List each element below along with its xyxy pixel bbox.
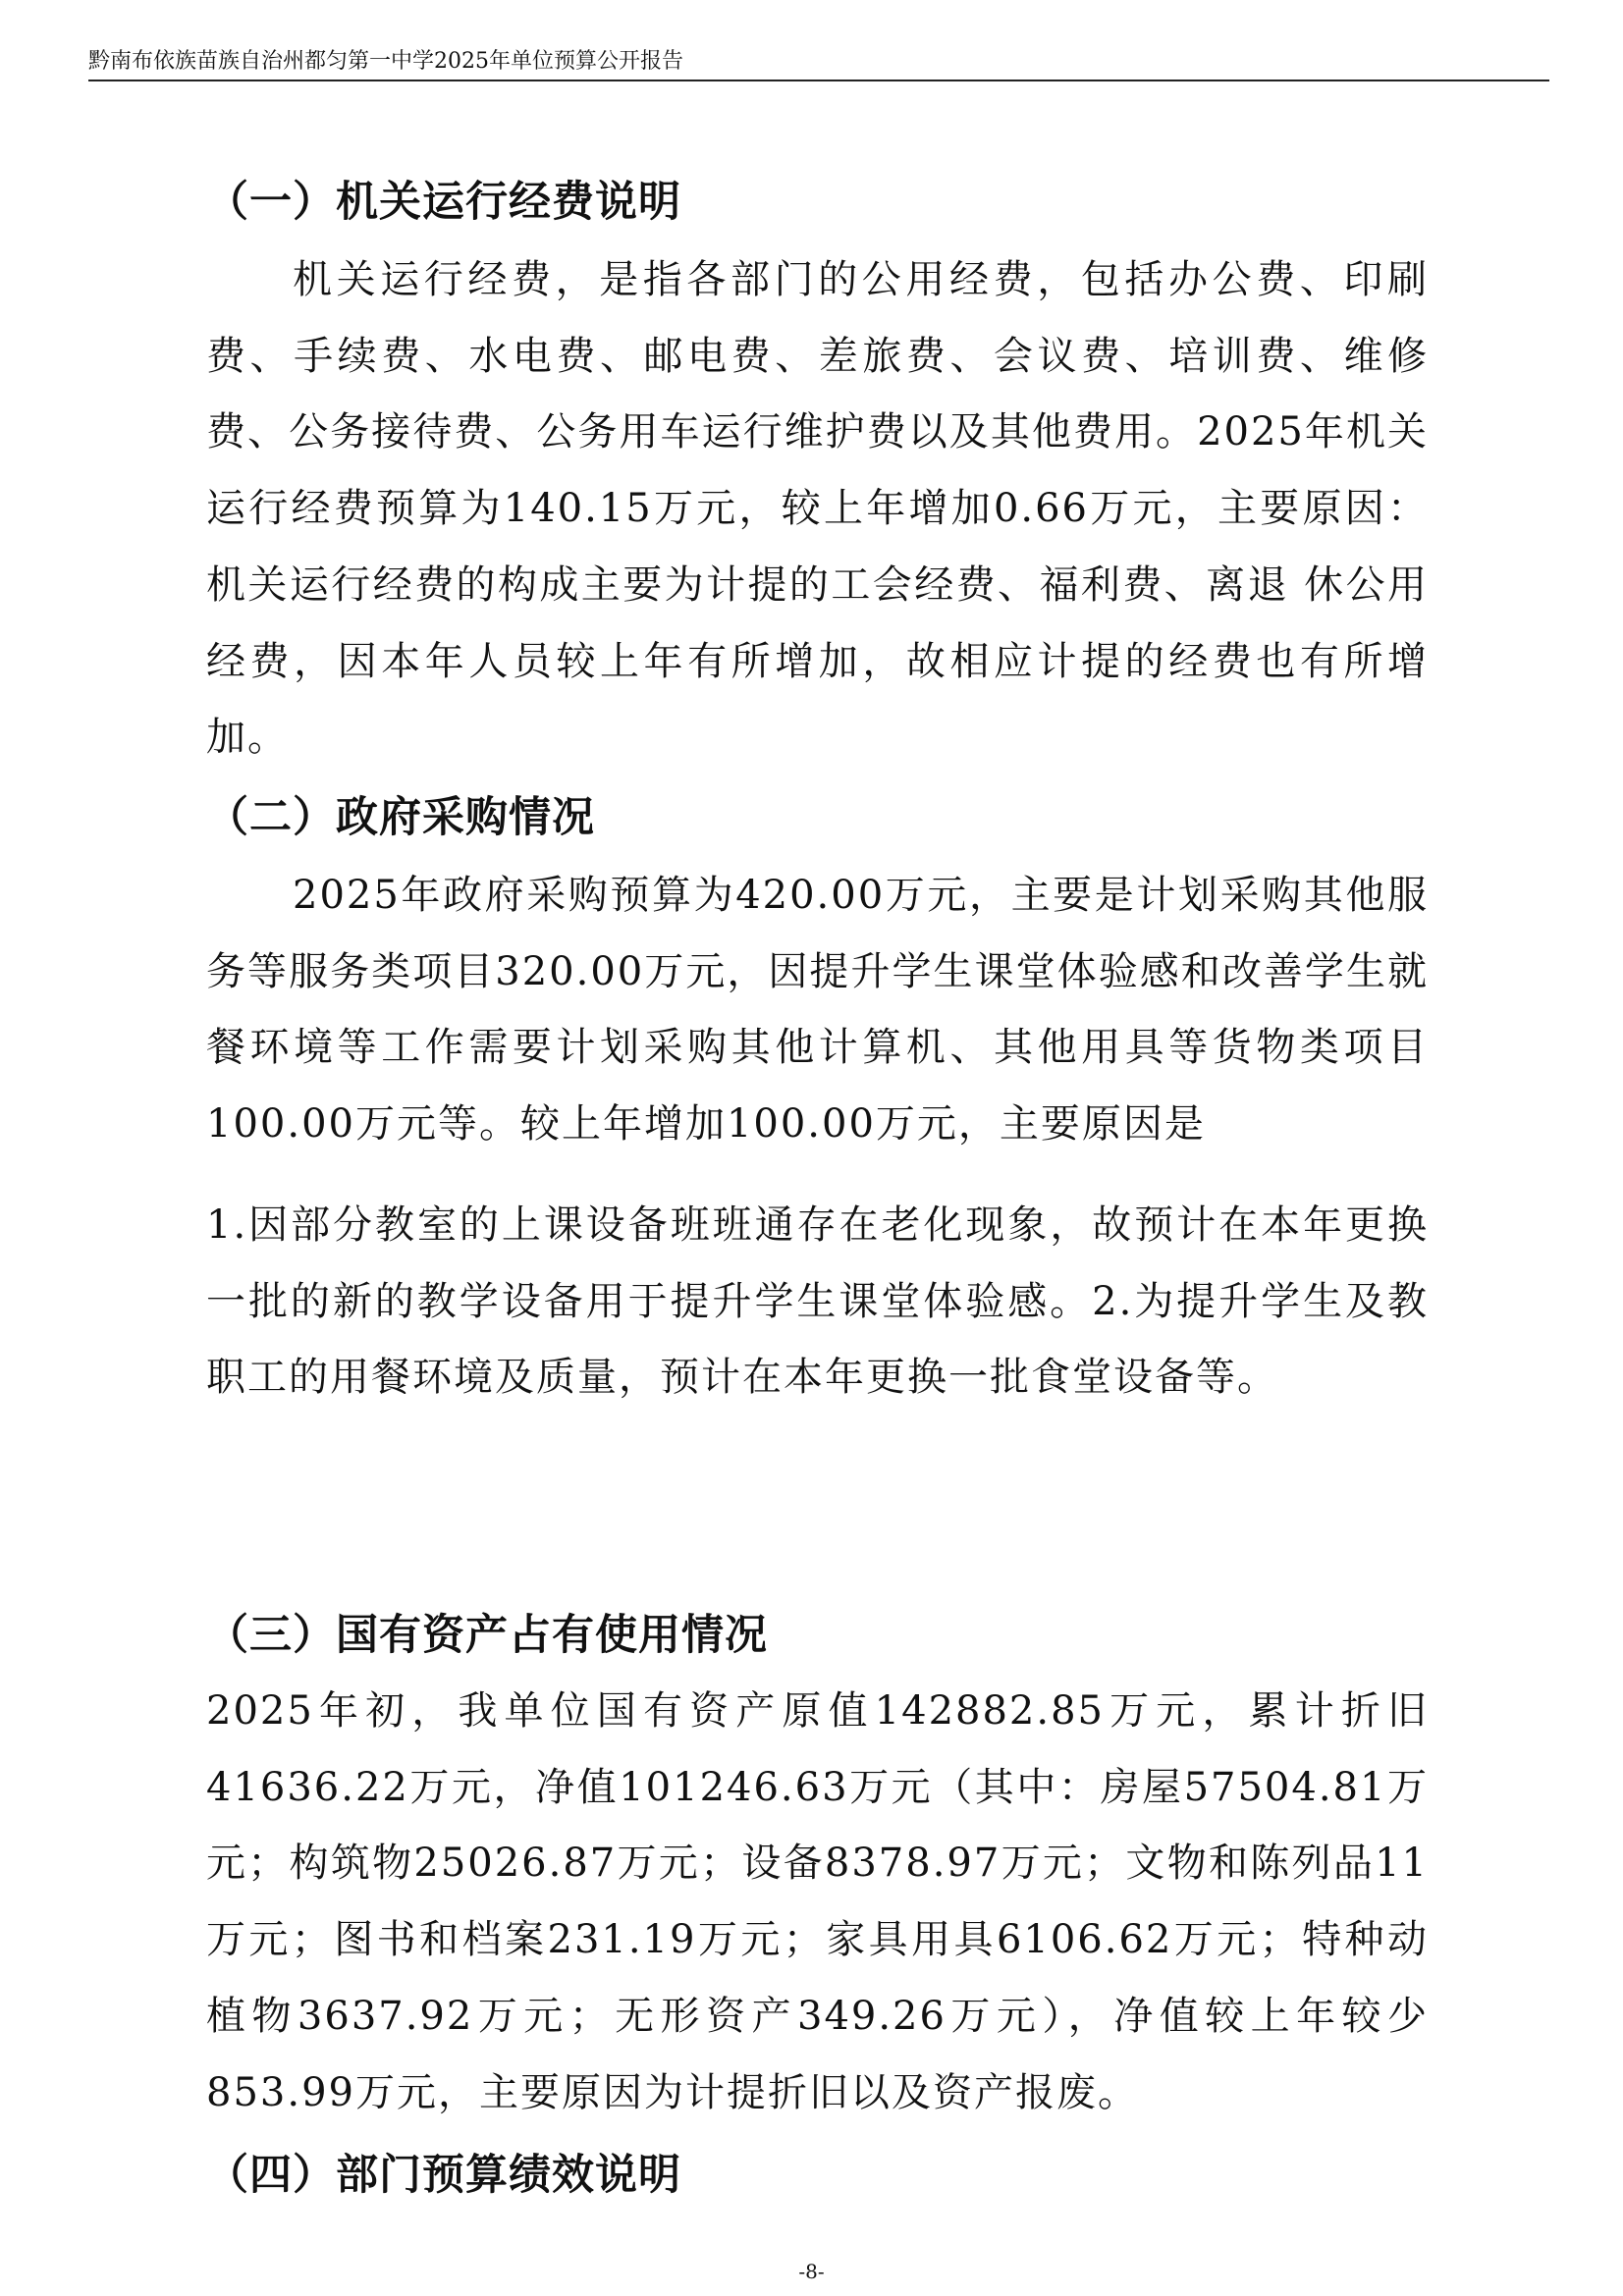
section-3-paragraph-1: 2025年初，我单位国有资产原值142882.85万元，累计折旧41636.22万元，净值101246.63万元（其中：房屋57504.81万元；构筑物25026.87万元；设备8378.97万元；文物和陈列品11万元；图书和档案231.19万元；家具用具6106.62万元；特种动植物3637.92万元；无形资产349.26万元），净值较上年较少853.99万元，主要原因为计提折旧以及资产报废。	[206, 1688, 1429, 2115]
section-2-paragraph-1: 2025年政府采购预算为420.00万元，主要是计划采购其他服务等服务类项目320.00万元，因提升学生课堂体验感和改善学生就餐环境等工作需要计划采购其他计算机、其他用具等货物类项目100.00万元等。较上年增加100.00万元，主要原因是	[206, 873, 1429, 1148]
running-header: 黔南布依族苗族自治州都匀第一中学2025年单位预算公开报告	[88, 49, 683, 74]
section-1-paragraph-1: 机关运行经费，是指各部门的公用经费，包括办公费、印刷费、手续费、水电费、邮电费、差旅费、会议费、培训费、维修费、公务接待费、公务用车运行维护费以及其他费用。2025年机关运行经费预算为140.15万元，较上年增加0.66万元，主要原因：机关运行经费的构成主要为计提的工会经费、福利费、离退 休公用经费，因本年人员较上年有所增加，故相应计提的经费也有所增加。	[206, 257, 1429, 761]
section-heading-2: （二）政府采购情况	[206, 793, 595, 842]
section-heading-3: （三）国有资产占有使用情况	[206, 1611, 768, 1660]
header-rule	[88, 80, 1549, 81]
section-heading-1: （一）机关运行经费说明	[206, 178, 681, 227]
section-2-paragraph-2: 1.因部分教室的上课设备班班通存在老化现象，故预计在本年更换一批的新的教学设备用于提升学生课堂体验感。2.为提升学生及教职工的用餐环境及质量，预计在本年更换一批食堂设备等。	[206, 1202, 1429, 1401]
section-heading-4: （四）部门预算绩效说明	[206, 2151, 681, 2200]
page-number: -8-	[798, 2260, 825, 2283]
